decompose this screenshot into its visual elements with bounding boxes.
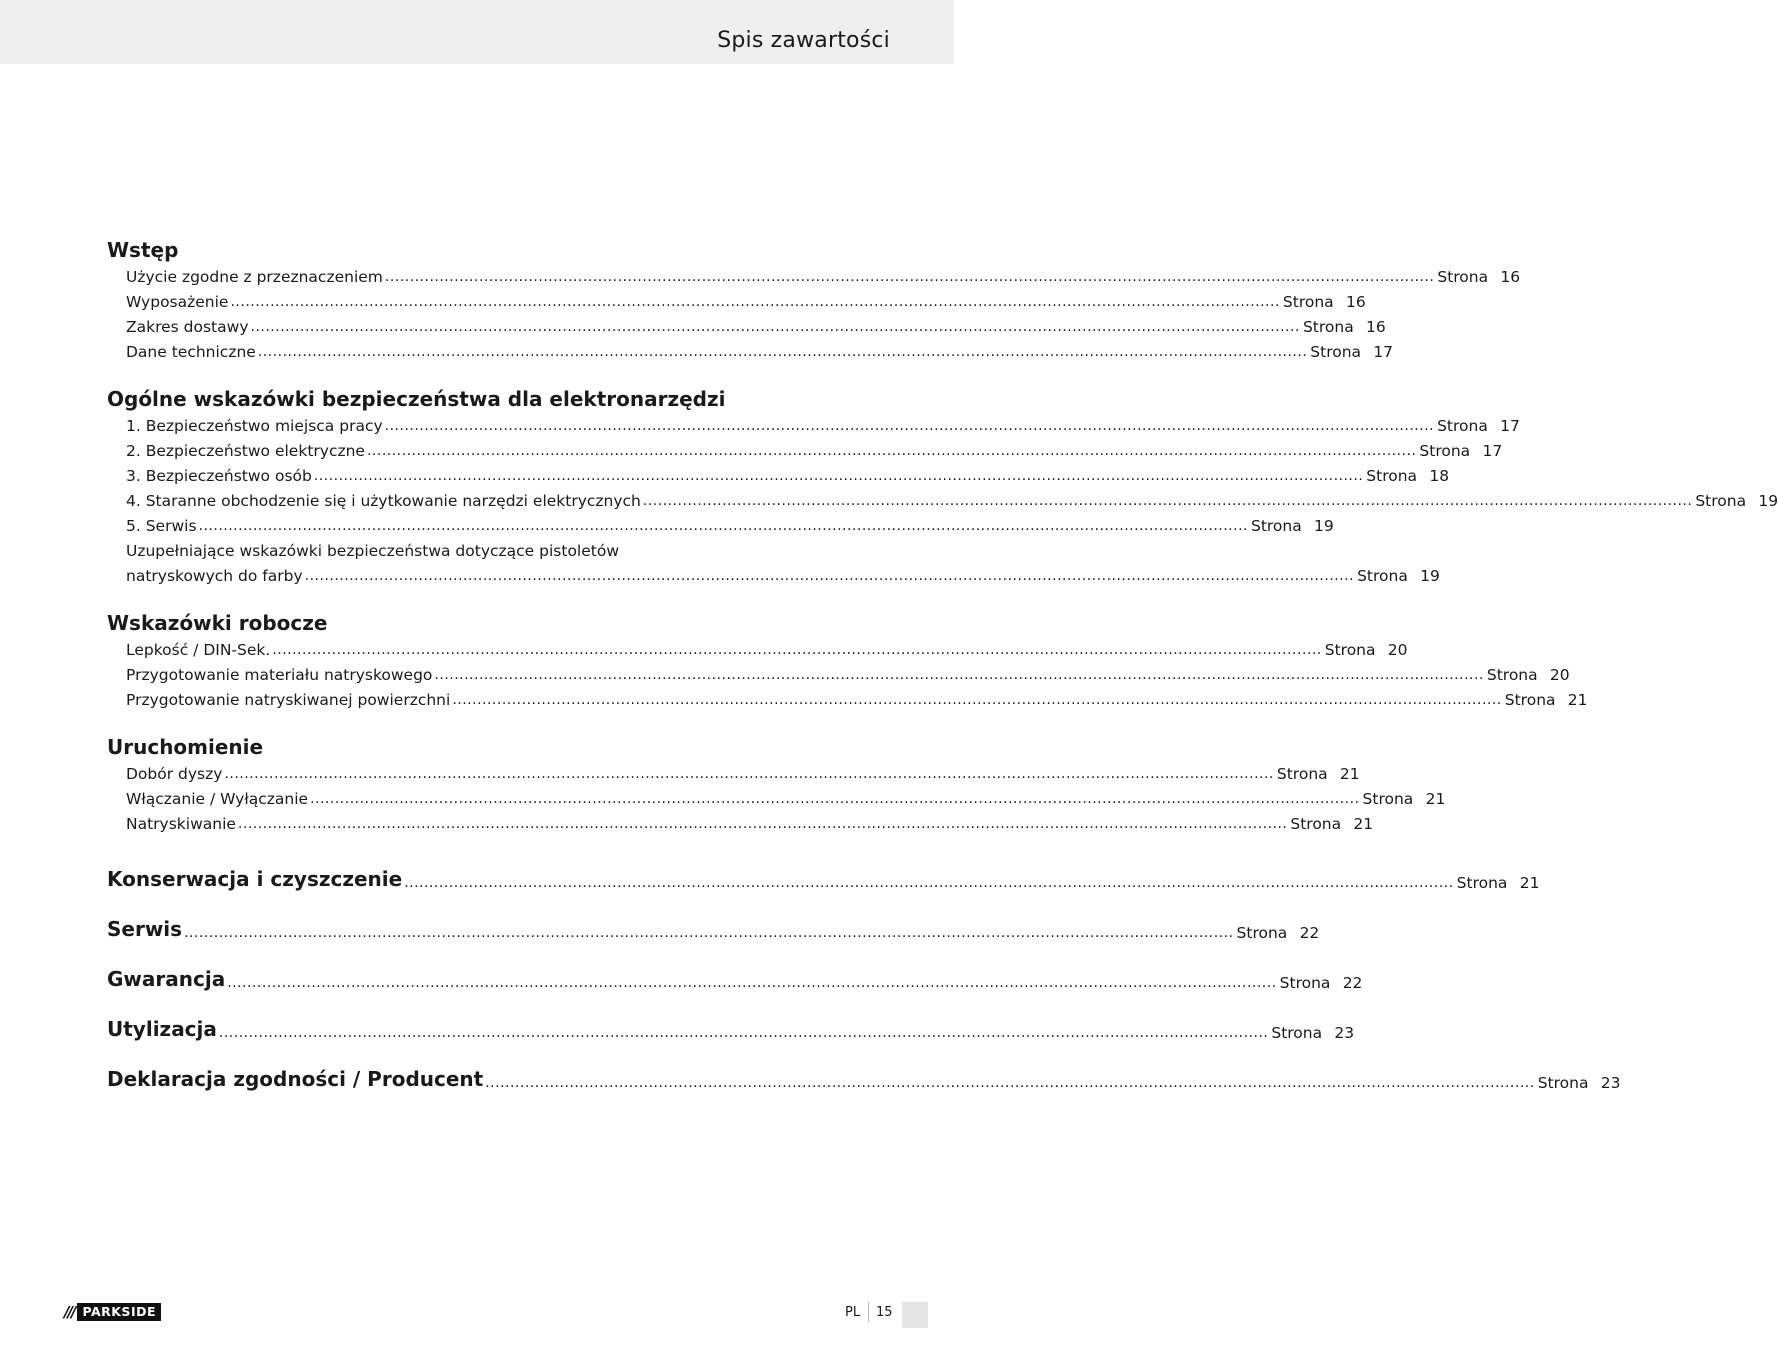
strona-label: Strona [1537,1074,1589,1092]
page-number: 21 [1519,874,1540,892]
toc-entry[interactable] [107,762,1360,787]
footer-tab-marker [902,1302,928,1328]
entry-label: 4. Staranne obchodzenie się i użytkowanie narzędzi elektrycznych [126,492,641,510]
page-number: 23 [1334,1024,1355,1042]
page-number: 21 [1353,815,1374,833]
dot-leader: .................................................................................................................................................................................................................... [257,344,1308,360]
toc-heading-entry[interactable] [107,894,1320,944]
strona-label: Strona [1302,318,1354,336]
page-number: 17 [1373,343,1394,361]
toc-section [107,235,1521,365]
page-number: 17 [1500,417,1520,435]
entry-label: Dobór dyszy [126,765,223,783]
dot-leader: .................................................................................................................................................................................................................... [272,642,1322,658]
toc-entry[interactable] [107,514,1334,539]
page-number: 16 [1365,318,1386,336]
strona-label: Strona [1456,874,1508,892]
entry-label: 3. Bezpieczeństwo osób [126,467,312,485]
page-number: 18 [1429,467,1450,485]
entry-label: Przygotowanie natryskiwanej powierzchni [126,691,451,709]
toc-entry[interactable] [107,489,1778,514]
section-heading: Wstęp [107,238,179,262]
dot-leader: .................................................................................................................................................................................................................... [227,975,1277,991]
page-number-footer: 15 [876,1305,893,1320]
page-number: 21 [1339,765,1360,783]
strona-label: Strona [1310,343,1362,361]
strona-label: Strona [1324,641,1376,659]
toc-entry[interactable] [107,315,1386,340]
dot-leader: .................................................................................................................................................................................................................... [230,294,1280,310]
strona-label: Strona [1282,293,1334,311]
toc-entry[interactable] [107,290,1366,315]
section-heading: Wskazówki robocze [107,611,328,635]
page-number: 20 [1387,641,1408,659]
toc-entry[interactable] [107,414,1520,439]
strona-label: Strona [1504,691,1556,709]
strona-label: Strona [1419,442,1471,460]
dot-leader: .................................................................................................................................................................................................................... [434,667,1484,683]
strona-label: Strona [1271,1024,1323,1042]
page-number: 20 [1549,666,1570,684]
heading-entry-label: Konserwacja i czyszczenie [107,867,403,891]
page-number: 16 [1345,293,1366,311]
page-number: 21 [1425,790,1446,808]
footer-divider [868,1302,869,1322]
toc-heading-entry[interactable] [107,844,1540,894]
strona-label: Strona [1236,924,1288,942]
toc-heading-entry[interactable] [107,944,1363,994]
strona-label: Strona [1695,492,1747,510]
dot-leader: .................................................................................................................................................................................................................... [384,418,1435,434]
toc-entry[interactable] [107,787,1446,812]
table-of-contents [107,235,1778,1094]
dot-leader: .................................................................................................................................................................................................................... [313,468,1364,484]
dot-leader: .................................................................................................................................................................................................................... [250,319,1300,335]
page-number: 23 [1600,1074,1621,1092]
page-number: 19 [1314,517,1334,535]
page-title: Spis zawartości [717,28,890,53]
entry-label: Użycie zgodne z przeznaczeniem [126,268,383,286]
toc-section [107,732,1446,837]
strona-label: Strona [1250,517,1302,535]
toc-heading-entry[interactable] [107,994,1355,1044]
toc-entry[interactable] [107,812,1374,837]
strona-label: Strona [1357,567,1408,585]
heading-entry-label: Gwarancja [107,967,226,991]
section-heading: Ogólne wskazówki bezpieczeństwa dla elektronarzędzi [107,387,726,411]
logo-wordmark: PARKSIDE [77,1303,161,1321]
toc-section [107,608,1588,713]
heading-entry-label: Serwis [107,917,183,941]
parkside-logo [64,1303,161,1321]
heading-entry-label: Utylizacja [107,1017,217,1041]
toc-entry[interactable] [107,464,1450,489]
entry-label: 1. Bezpieczeństwo miejsca pracy [126,417,383,435]
entry-label: Włączanie / Wyłączanie [126,790,309,808]
dot-leader: .................................................................................................................................................................................................................... [404,875,1454,891]
toc-entry[interactable] [107,265,1521,290]
entry-label: Dane techniczne [126,343,256,361]
dot-leader: .................................................................................................................................................................................................................... [237,816,1288,832]
dot-leader: .................................................................................................................................................................................................................... [224,766,1274,782]
page-number: 19 [1758,492,1778,510]
dot-leader: .................................................................................................................................................................................................................... [184,925,1234,941]
dot-leader: .................................................................................................................................................................................................................... [310,791,1360,807]
toc-section [107,384,1778,589]
dot-leader: .................................................................................................................................................................................................................... [452,692,1502,708]
toc-entry[interactable] [107,663,1570,688]
page-number: 19 [1420,567,1440,585]
logo-slashes-icon: /// [64,1303,75,1321]
dot-leader: .................................................................................................................................................................................................................... [642,493,1693,509]
entry-label: 5. Serwis [126,517,197,535]
toc-heading-entry[interactable] [107,1044,1621,1094]
entry-label: Przygotowanie materiału natryskowego [126,666,433,684]
language-code: PL [845,1305,861,1320]
page-number: 21 [1567,691,1588,709]
toc-entry[interactable] [107,564,1440,589]
strona-label: Strona [1437,417,1488,435]
dot-leader: .................................................................................................................................................................................................................... [384,269,1435,285]
entry-label: natryskowych do farby [126,567,303,585]
strona-label: Strona [1366,467,1418,485]
dot-leader: .................................................................................................................................................................................................................... [218,1025,1269,1041]
entry-label: Zakres dostawy [126,318,249,336]
strona-label: Strona [1362,790,1414,808]
strona-label: Strona [1437,268,1489,286]
section-heading: Uruchomienie [107,735,264,759]
heading-entries [107,844,1621,1094]
entry-label: Natryskiwanie [126,815,236,833]
heading-entry-label: Deklaracja zgodności / Producent [107,1067,484,1091]
strona-label: Strona [1279,974,1331,992]
page-number: 22 [1299,924,1320,942]
dot-leader: .................................................................................................................................................................................................................... [304,568,1355,584]
entry-label: Lepkość / DIN-Sek. [126,641,271,659]
entry-label: 2. Bezpieczeństwo elektryczne [126,442,365,460]
strona-label: Strona [1486,666,1538,684]
toc-entry-line1[interactable]: Uzupełniające wskazówki bezpieczeństwa dotyczące pistoletów [126,542,620,560]
toc-entry[interactable] [107,638,1408,663]
page-number: 22 [1342,974,1363,992]
dot-leader: .................................................................................................................................................................................................................... [198,518,1248,534]
entry-label: Wyposażenie [126,293,229,311]
toc-entry[interactable] [107,340,1394,365]
toc-entry[interactable] [107,439,1503,464]
page-number: 17 [1482,442,1503,460]
strona-label: Strona [1276,765,1328,783]
page-number: 16 [1500,268,1521,286]
dot-leader: .................................................................................................................................................................................................................... [485,1075,1535,1091]
dot-leader: .................................................................................................................................................................................................................... [366,443,1417,459]
strona-label: Strona [1290,815,1342,833]
toc-entry[interactable] [107,688,1588,713]
